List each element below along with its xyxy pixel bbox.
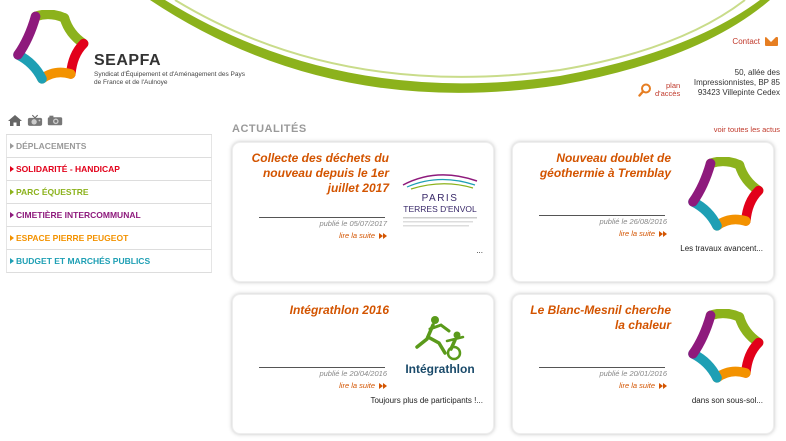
read-more-label: lire la suite (339, 231, 375, 240)
double-arrow-icon (659, 383, 667, 389)
read-more-link[interactable] (619, 381, 667, 390)
menu-item-parc-equestre[interactable] (6, 181, 212, 204)
contact-link[interactable] (732, 37, 778, 46)
plan-label-line-1: plan (666, 81, 681, 90)
address (694, 68, 780, 98)
plan-acces-link[interactable] (638, 82, 680, 98)
sidebar-menu (6, 134, 212, 273)
news-card-date: publié le 26/08/2016 (599, 217, 667, 226)
tv-icon[interactable] (27, 114, 43, 127)
card-divider (259, 217, 385, 218)
logo-name: SEAPFA (94, 52, 162, 69)
double-arrow-icon (379, 383, 387, 389)
integrathlon-text: Intégrathlon (405, 362, 475, 376)
top-icons (7, 114, 63, 127)
news-card-excerpt: Les travaux avancent... (680, 244, 763, 253)
home-icon[interactable] (7, 114, 23, 127)
plan-label (655, 82, 680, 98)
menu-item-espace-pierre-peugeot[interactable] (6, 227, 212, 250)
arrow-right-icon (10, 166, 14, 172)
menu-item-deplacements[interactable] (6, 135, 212, 158)
see-all-news-link[interactable]: voir toutes les actus (713, 125, 780, 134)
news-card-title[interactable]: Nouveau doublet de géothermie à Tremblay (539, 151, 671, 180)
mail-icon (765, 37, 778, 46)
news-card[interactable] (232, 142, 494, 282)
news-card[interactable] (512, 294, 774, 434)
card-divider (539, 367, 665, 368)
news-card[interactable] (232, 294, 494, 434)
magnifier-icon (638, 83, 652, 97)
news-card-excerpt: ... (476, 246, 483, 255)
read-more-label: lire la suite (339, 381, 375, 390)
news-card-title[interactable]: Le Blanc-Mesnil cherche la chaleur (530, 303, 671, 332)
double-arrow-icon (379, 233, 387, 239)
menu-item-label: CIMETIÈRE INTERCOMMUNAL (16, 210, 141, 220)
read-more-label: lire la suite (619, 381, 655, 390)
address-line-1: 50, allée des (734, 68, 780, 77)
plan-label-line-2: d'accès (655, 89, 681, 98)
double-arrow-icon (659, 231, 667, 237)
read-more-link[interactable] (339, 231, 387, 240)
section-title: ACTUALITÉS (232, 123, 307, 135)
seapfa-star-icon (10, 10, 90, 90)
news-card-title[interactable]: Collecte des déchets du nouveau depuis le 1er juillet 2017 (251, 151, 389, 195)
read-more-label: lire la suite (619, 229, 655, 238)
menu-item-label: ESPACE PIERRE PEUGEOT (16, 233, 129, 243)
card-divider (539, 215, 665, 216)
read-more-link[interactable] (339, 381, 387, 390)
news-card-excerpt: Toujours plus de participants !... (370, 396, 483, 405)
seapfa-star-logo (685, 157, 765, 237)
news-card-date: publié le 20/04/2016 (319, 369, 387, 378)
menu-item-cimetiere-intercommunal[interactable] (6, 204, 212, 227)
address-line-3: 93423 Villepinte Cedex (697, 88, 780, 97)
paris-text: PARIS (421, 193, 459, 204)
seapfa-star-logo (685, 309, 765, 389)
menu-item-label: SOLIDARITÉ - HANDICAP (16, 164, 120, 174)
logo-subtitle: Syndicat d'Équipement et d'Aménagement des Pays de France et de l'Aulnoye (94, 71, 245, 86)
contact-label: Contact (732, 37, 760, 46)
news-card-date: publié le 20/01/2016 (599, 369, 667, 378)
arrow-right-icon (10, 143, 14, 149)
camera-icon[interactable] (47, 114, 63, 127)
news-card-excerpt: dans son sous-sol... (691, 396, 763, 405)
arrow-right-icon (10, 235, 14, 241)
menu-item-label: PARC ÉQUESTRE (16, 187, 89, 197)
card-divider (259, 367, 385, 368)
menu-item-label: DÉPLACEMENTS (16, 141, 87, 151)
site-logo[interactable] (8, 8, 248, 98)
menu-item-label: BUDGET ET MARCHÉS PUBLICS (16, 256, 151, 266)
menu-item-solidarite-handicap[interactable] (6, 158, 212, 181)
terres-text: TERRES D'ENVOL (403, 204, 477, 214)
news-card[interactable] (512, 142, 774, 282)
integrathlon-logo (397, 313, 483, 387)
news-card-date: publié le 05/07/2017 (319, 219, 387, 228)
read-more-link[interactable] (619, 229, 667, 238)
arrow-right-icon (10, 258, 14, 264)
arrow-right-icon (10, 189, 14, 195)
news-card-title[interactable]: Intégrathlon 2016 (289, 303, 389, 317)
arrow-right-icon (10, 212, 14, 218)
address-line-2: Impressionnistes, BP 85 (693, 78, 780, 87)
paris-terres-denvol-logo (397, 155, 483, 241)
menu-item-budget-marches-publics[interactable] (6, 250, 212, 273)
